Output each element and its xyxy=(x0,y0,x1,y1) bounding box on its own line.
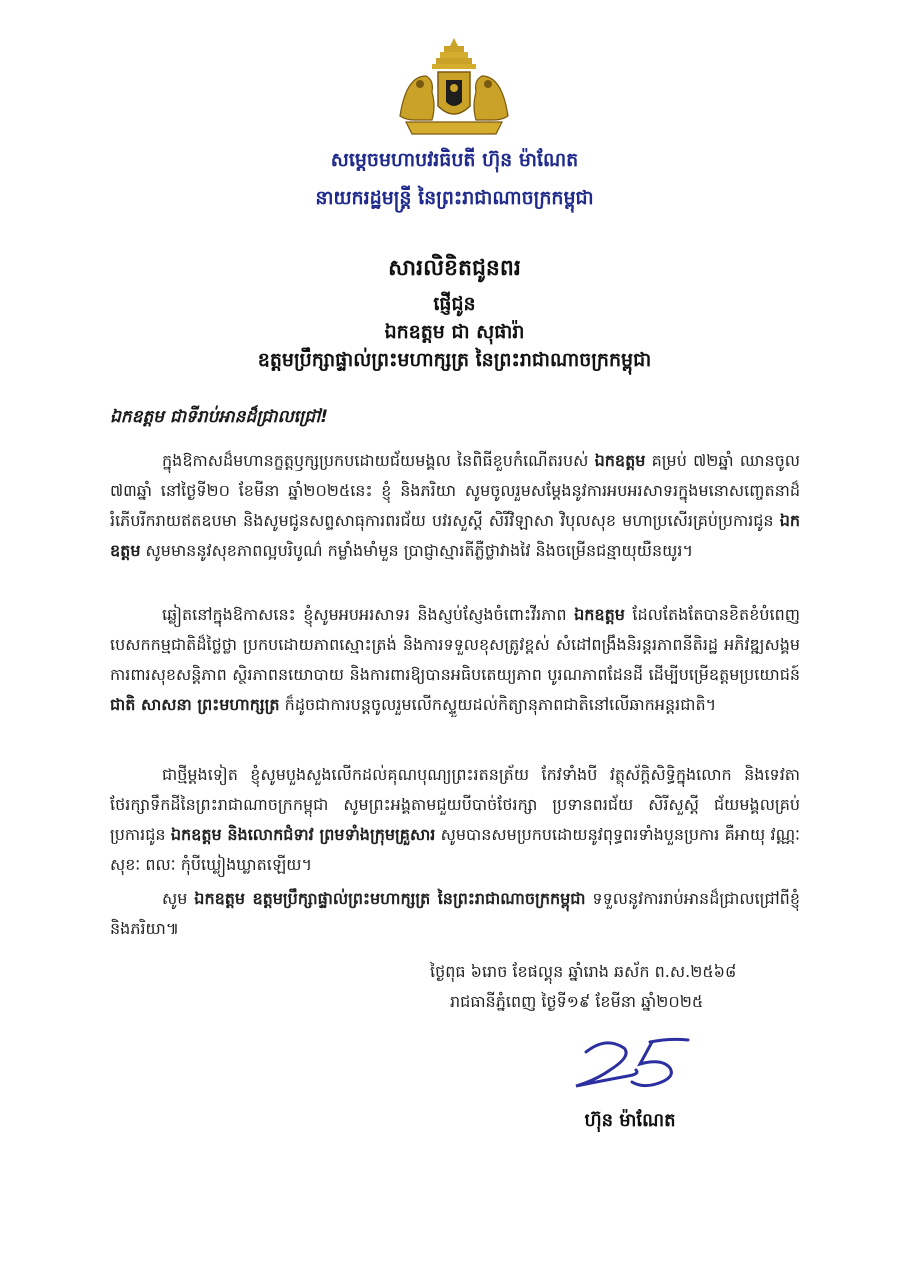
salutation: ឯកឧត្តម ជាទីរាប់អានដ៏ជ្រាលជ្រៅ! xyxy=(110,407,329,427)
paragraph-2: ឆ្លៀតនៅក្នុងឱកាសនេះ ខ្ញុំសូមអបអរសាទរ និងស្ញប់ស្ញែងចំពោះវីរភាព ឯកឧត្តម ដែលតែងតែបានខិតខំបំពេញបេសកកម្មជាតិដ៏ថ្លៃថ្លា ប្រកបដោយភាពស្មោះត្រង់ និងការទទួលខុសត្រូវខ្ពស់ សំដៅពង្រឹងនិរន្តរភាពនីតិរដ្ឋ អភិវឌ្ឍសង្គម ការពារសុខសន្តិភាព ស្ថិរភាពនយោបាយ និងការពារឱ្យបានអធិបតេយ្យភាព បូរណភាពដែនដី ដើម្បីបម្រើឧត្តមប្រយោជន៍ ជាតិ សាសនា ព្រះមហាក្សត្រ ក៏ដូចជាការបន្តចូលរួមលើកស្ទួយដល់កិត្យានុភាពជាតិនៅលើឆាកអន្តរជាតិ។ xyxy=(110,605,800,714)
recipient-title: ឧត្តមប្រឹក្សាផ្ទាល់ព្រះមហាក្សត្រ នៃព្រះរាជាណាចក្រកម្ពុជា xyxy=(257,349,652,371)
lunar-date: ថ្ងៃពុធ ៦រោច ខែផល្គុន ឆ្នាំរោង ឆស័ក ព.ស.២៥៦៨ xyxy=(430,962,737,981)
recipient-name: ឯកឧត្តម ជា សុផារ៉ា xyxy=(384,321,525,343)
office-title-line-2: នាយករដ្ឋមន្ត្រី នៃព្រះរាជាណាចក្រកម្ពុជា xyxy=(315,187,594,209)
paragraph-3: ជាថ្មីម្តងទៀត ខ្ញុំសូមបួងសួងលើកដល់គុណបុណ្យព្រះរតនត្រ័យ កែវទាំងបី វត្ថុស័ក្តិសិទ្ធិក្នុងលោក និងទេវតាថែរក្សាទឹកដីនៃព្រះរាជាណាចក្រកម្ពុជា សូមព្រះអង្គតាមជួយបីបាច់ថែរក្សា ប្រទានពរជ័យ សិរីសួស្តី ជ័យមង្គលគ្រប់ប្រការជូន ឯកឧត្តម និងលោកជំទាវ ព្រមទាំងក្រុមគ្រួសារ សូមបានសមប្រកបដោយនូវពុទ្ធពរទាំងបួនប្រការ គឺអាយុ វណ្ណៈ សុខៈ ពលៈ កុំបីឃ្លៀងឃ្លាតឡើយ។ xyxy=(110,765,801,874)
place-and-date: រាជធានីភ្នំពេញ ថ្ងៃទី១៩ ខែមីនា ឆ្នាំ២០២៥ xyxy=(450,992,704,1011)
letter-heading: សារលិខិតជូនពរ xyxy=(388,256,521,281)
paragraph-4: សូម ឯកឧត្តម ឧត្តមប្រឹក្សាផ្ទាល់ព្រះមហាក្សត្រ នៃព្រះរាជាណាចក្រកម្ពុជា ទទួលនូវការរាប់អានដ៏ជ្រាលជ្រៅពីខ្ញុំ និងភរិយា៕ xyxy=(110,889,800,938)
letter-to-label: ផ្ញើជូន xyxy=(433,293,476,315)
signature xyxy=(566,1030,706,1094)
paragraph-1: ក្នុងឱកាសដ៏មហានក្ខត្តឫក្សប្រកបដោយជ័យមង្គល នៃពិធីខួបកំណើតរបស់ ឯកឧត្តម គម្រប់ ៧២ឆ្នាំ ឈានចូល ៧៣ឆ្នាំ នៅថ្ងៃទី២០ ខែមីនា ឆ្នាំ២០២៥នេះ ខ្ញុំ និងភរិយា សូមចូលរួមសម្តែងនូវការអបអរសាទរក្នុងមនោសញ្ចេតនាដ៏រំភើបរីករាយឥតឧបមា និងសូមជូនសព្ទសាធុការពរជ័យ បវរសួស្តី សិរីវិឡាសា វិបុលសុខ មហាប្រសើរគ្រប់ប្រការជូន ឯកឧត្តម សូមមាននូវសុខភាពល្អបរិបូណ៌ កម្លាំងមាំមួន ប្រាជ្ញាស្មារតីភ្លឺថ្លាវាងវៃ និងចម្រើនជន្មាយុយឺនយូរ។ xyxy=(110,451,800,560)
royal-coat-of-arms-icon xyxy=(392,36,516,140)
office-title-line-1: សម្តេចមហាបវរធិបតី ហ៊ុន ម៉ាណែត xyxy=(330,149,579,171)
signer-name: ហ៊ុន ម៉ាណែត xyxy=(584,1110,676,1131)
